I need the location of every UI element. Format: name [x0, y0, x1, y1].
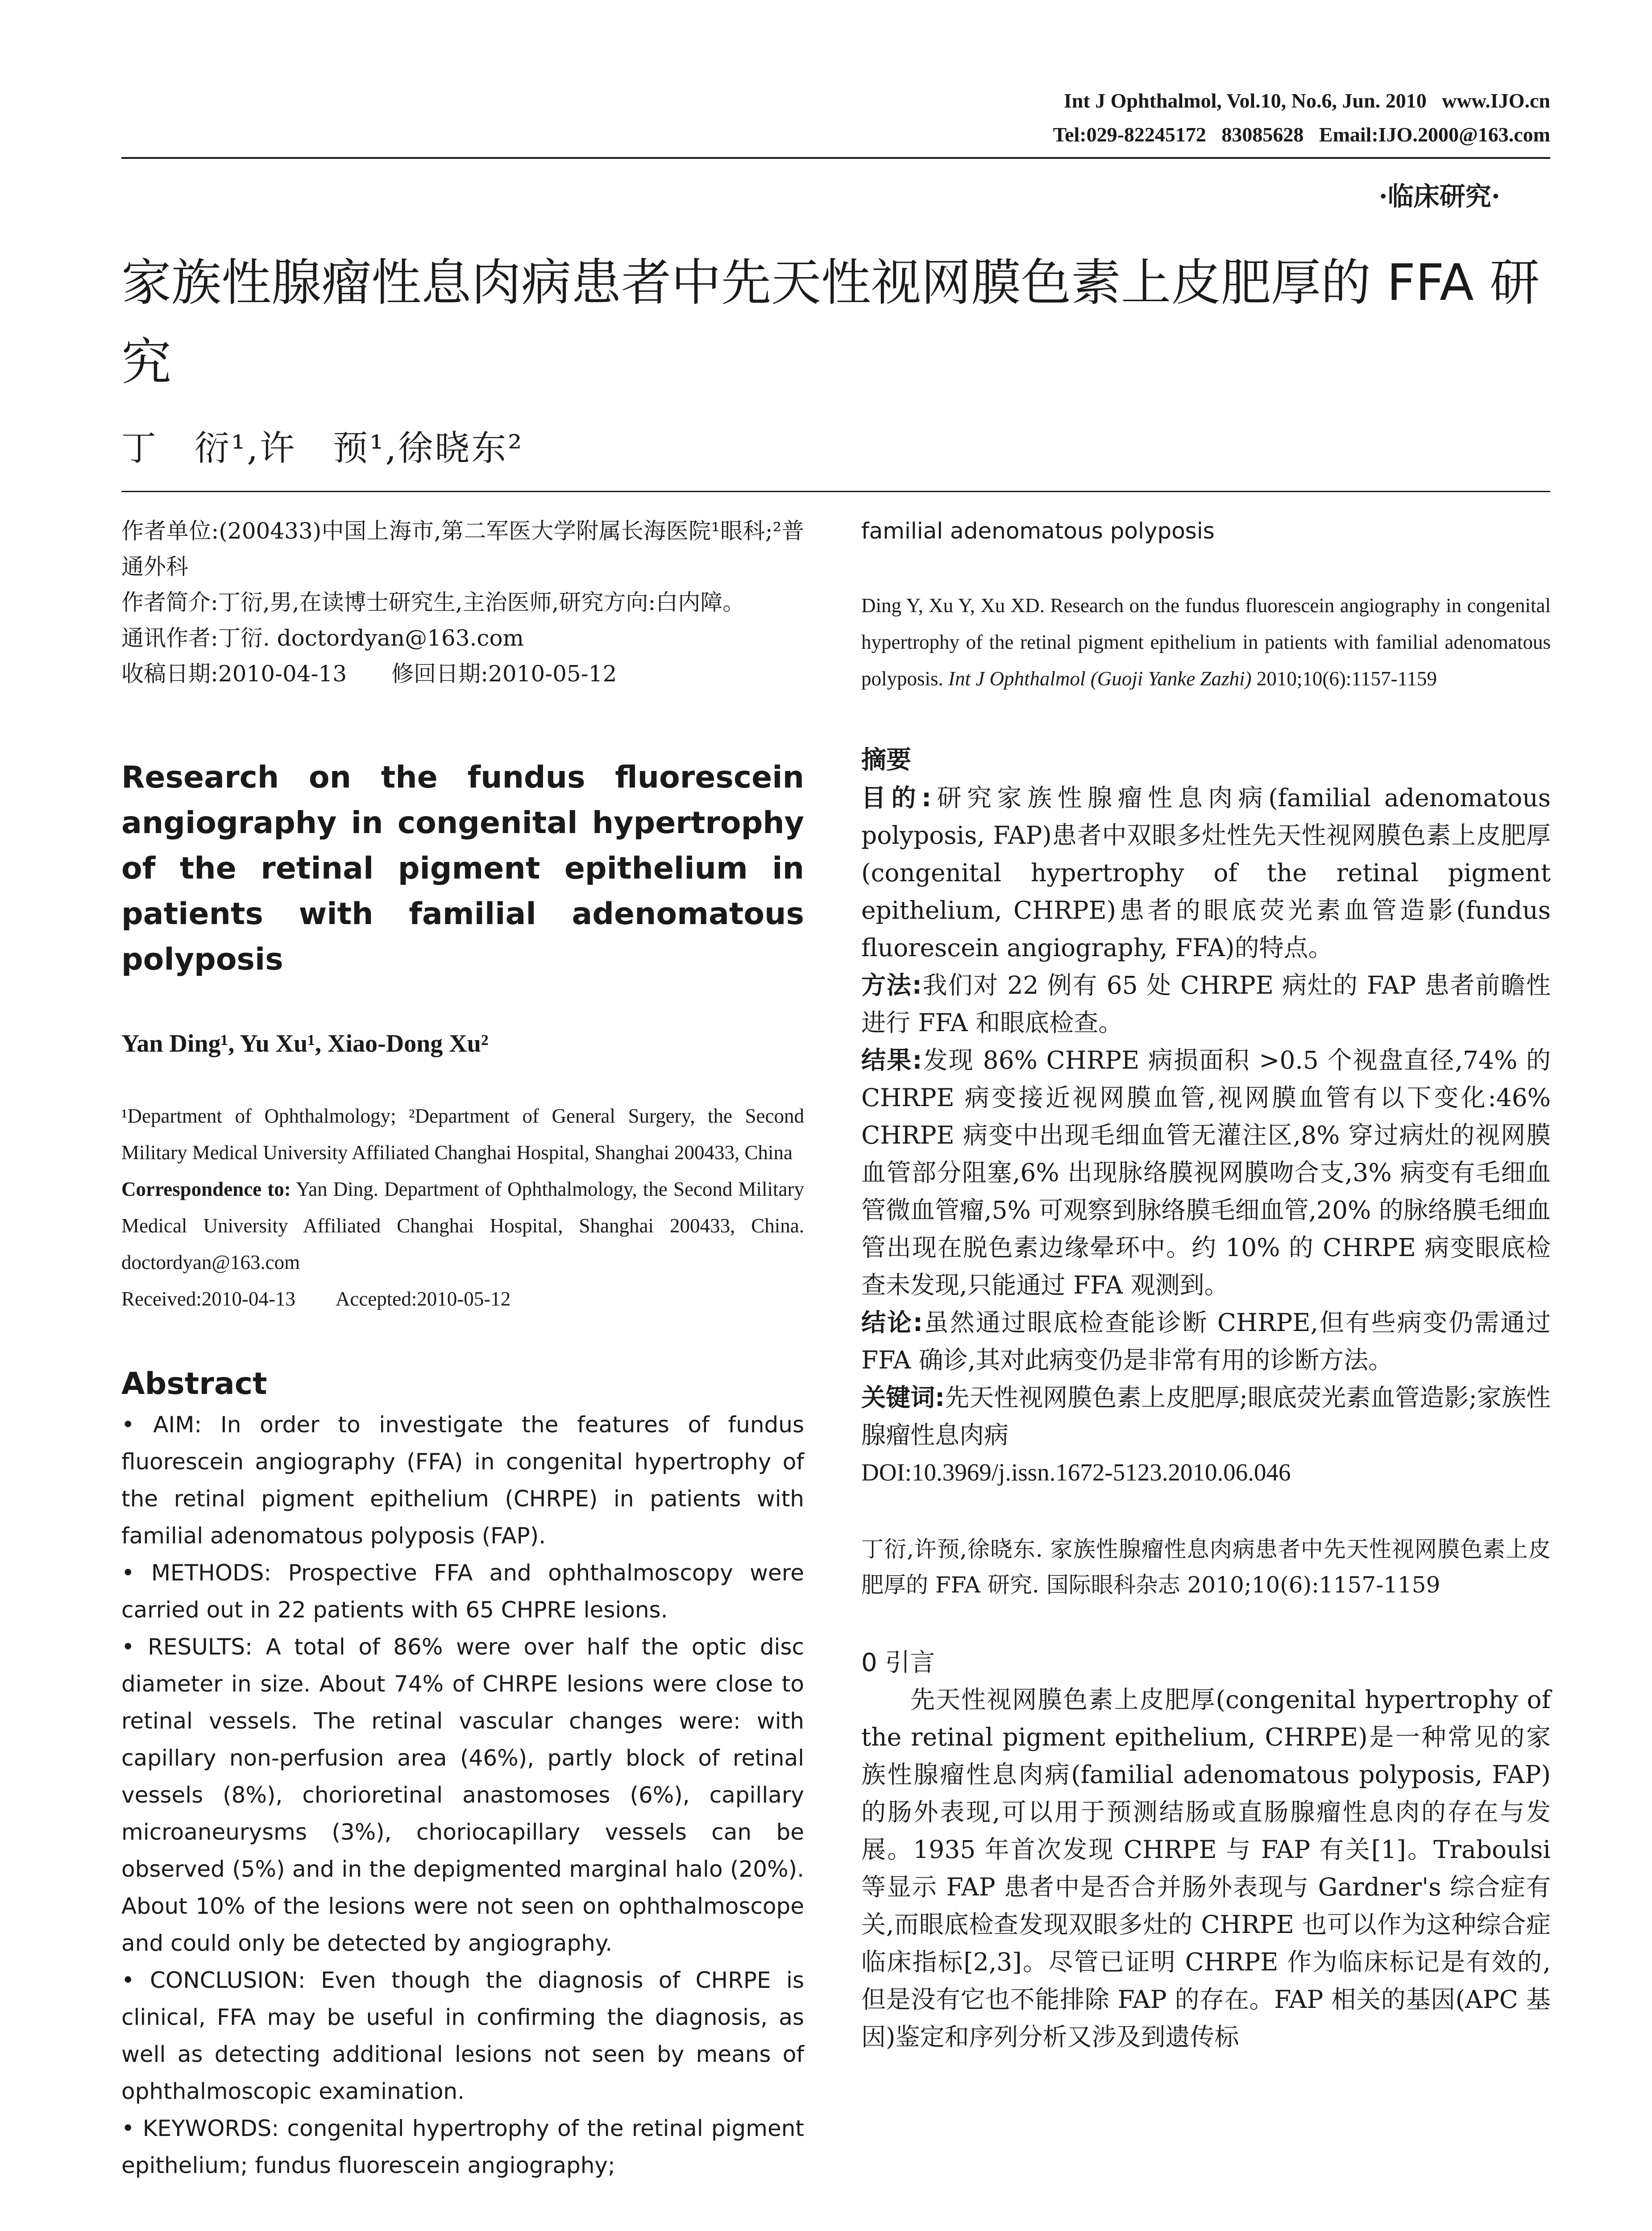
- abstract-conclusion: [121, 1962, 804, 2110]
- abstract-cn-keywords: [861, 1379, 1551, 1454]
- cn-affiliation: [121, 513, 804, 692]
- abstract-cn-conclusion: [861, 1304, 1551, 1379]
- abstract-cn-results: [861, 1041, 1551, 1304]
- journal-contact: Tel:029-82245172 83085628 Email:IJO.2000@163.com: [1053, 123, 1550, 146]
- correspondence-text: Yan Ding. Department of Ophthalmology, the Second Military Medical University Affiliated Changhai Hospital, Shanghai 200433, China. doctordyan@163.com: [121, 1178, 804, 1273]
- cn-affil-bio: 作者简介:丁衍,男,在读博士研究生,主治医师,研究方向:白内障。: [121, 589, 745, 615]
- abstract-cn: [861, 779, 1551, 1491]
- page-title: 家族性腺瘤性息肉病患者中先天性视网膜色素上皮肥厚的 FFA 研究: [121, 254, 1540, 391]
- keywords-continued: familial adenomatous polyposis: [861, 518, 1215, 544]
- doi: DOI:10.3969/j.issn.1672-5123.2010.06.046: [861, 1459, 1291, 1486]
- abstract-cn-label: 目的:: [861, 784, 932, 812]
- abstract-cn-text: 虽然通过眼底检查能诊断 CHRPE,但有些病变仍需通过 FFA 确诊,其对此病变仍是非常有用的诊断方法。: [861, 1308, 1551, 1374]
- abstract-heading: Abstract: [121, 1366, 267, 1402]
- cn-affil-unit: 作者单位:(200433)中国上海市,第二军医大学附属长海医院¹眼科;²普通外科: [121, 518, 804, 580]
- english-title: Research on the fundus fluorescein angiography in congenital hypertrophy of the retinal pigment epithelium in patients with familial adenomatous polyposis: [121, 760, 804, 977]
- abstract-text: In order to investigate the features of fundus fluorescein angiography (FFA) in congenital hypertrophy of the retinal pigment epithelium (CHRPE) in patients with familial adenomatous polyposis (FAP).: [121, 1412, 804, 1549]
- cn-affil-dates: 收稿日期:2010-04-13 修回日期:2010-05-12: [121, 661, 617, 687]
- abstract-label: • KEYWORDS:: [121, 2115, 279, 2141]
- correspondence-label: Correspondence to:: [121, 1178, 291, 1200]
- abstract-label: • RESULTS:: [121, 1634, 253, 1660]
- right-column: [861, 513, 1551, 2056]
- intro-heading: 0 引言: [861, 1648, 935, 1677]
- abstract-en: [121, 1406, 804, 2184]
- abstract-results: [121, 1629, 804, 1962]
- citation-en-journal: Int J Ophthalmol (Guoji Yanke Zazhi): [948, 668, 1252, 690]
- abstract-text: A total of 86% were over half the optic disc diameter in size. About 74% of CHRPE lesions were close to retinal vessels. The retinal vascular changes were: with capillary non-perfusion area (46%), partly block of retinal vessels (8%), chorioretinal anastomoses (6%), capillary microaneurysms (3%), choriocapillary vessels can be observed (5%) and in the depigmented marginal halo (20%). About 10% of the lesions were not seen on ophthalmoscope and could only be detected by angiography.: [121, 1634, 804, 1956]
- citation-en: [861, 587, 1551, 697]
- header-rule: [121, 157, 1550, 159]
- abstract-methods: [121, 1555, 804, 1629]
- authors-cn: 丁 衍¹,许 预¹,徐晓东²: [121, 428, 524, 469]
- citation-en-plain: Ding Y, Xu Y, Xu XD. Research on the fundus fluorescein angiography in congenital hypertrophy of the retinal pigment epithelium in patients with familial adenomatous polyposis.: [861, 594, 1551, 690]
- english-affiliation: ¹Department of Ophthalmology; ²Department of General Surgery, the Second Military Medical University Affiliated Changhai Hospital, Shanghai 200433, China: [121, 1105, 804, 1164]
- left-column: [121, 513, 804, 2184]
- abstract-cn-methods: [861, 966, 1551, 1041]
- citation-cn: 丁衍,许预,徐晓东. 家族性腺瘤性息肉病患者中先天性视网膜色素上皮肥厚的 FFA 研究. 国际眼科杂志 2010;10(6):1157-1159: [861, 1536, 1551, 1598]
- abstract-cn-heading: 摘要: [861, 746, 911, 775]
- abstract-label: • METHODS:: [121, 1560, 272, 1586]
- intro-paragraph: 先天性视网膜色素上皮肥厚(congenital hypertrophy of the retinal pigment epithelium, CHRPE)是一种常见的家族性腺瘤性息肉病(familial adenomatous polyposis, FAP)的肠外表现,可以用于预测结肠或直肠腺瘤性息肉的存在与发展。1935 年首次发现 CHRPE 与 FAP 有关[1]。Traboulsi 等显示 FAP 患者中是否合并肠外表现与 Gardner's 综合症有关,而眼底检查发现双眼多灶的 CHRPE 也可以作为这种综合症临床指标[2,3]。尽管已证明 CHRPE 作为临床标记是有效的,但是没有它也不能排除 FAP 的存在。FAP 相关的基因(APC 基因)鉴定和序列分析又涉及到遗传标: [861, 1685, 1551, 2051]
- abstract-cn-label: 方法:: [861, 971, 922, 999]
- abstract-cn-label: 结论:: [861, 1308, 923, 1337]
- journal-header: Int J Ophthalmol, Vol.10, No.6, Jun. 2010 www.IJO.cn: [1063, 89, 1550, 112]
- abstract-text: congenital hypertrophy of the retinal pigment epithelium; fundus fluorescein angiography;: [121, 2115, 805, 2178]
- correspondence: [121, 1171, 804, 1281]
- abstract-cn-label: 关键词:: [861, 1383, 945, 1412]
- abstract-label: • CONCLUSION:: [121, 1967, 306, 1993]
- section-tag: ·临床研究·: [1378, 181, 1500, 211]
- abstract-label: • AIM:: [121, 1412, 202, 1438]
- abstract-cn-text: 我们对 22 例有 65 处 CHRPE 病灶的 FAP 患者前瞻性进行 FFA 和眼底检查。: [861, 971, 1551, 1037]
- abstract-cn-text: 研究家族性腺瘤性息肉病(familial adenomatous polyposis, FAP)患者中双眼多灶性先天性视网膜色素上皮肥厚(congenital hypertrophy of the retinal pigment epithelium, CHRPE)患者的眼底荧光素血管造影(fundus fluorescein angiography, FFA)的特点。: [861, 784, 1551, 962]
- cn-affil-corr: 通讯作者:丁衍. doctordyan@163.com: [121, 625, 524, 651]
- english-authors: Yan Ding¹, Yu Xu¹, Xiao-Dong Xu²: [121, 1030, 489, 1057]
- abstract-cn-label: 结果:: [861, 1046, 922, 1074]
- abstract-text: Even though the diagnosis of CHRPE is clinical, FFA may be useful in confirming the diagnosis, as well as detecting additional lesions not seen by means of ophthalmoscopic examination.: [121, 1967, 804, 2104]
- abstract-text: Prospective FFA and ophthalmoscopy were carried out in 22 patients with 65 CHPRE lesions.: [121, 1560, 804, 1623]
- title-rule: [121, 491, 1550, 492]
- abstract-aim: [121, 1406, 804, 1555]
- abstract-cn-text: 发现 86% CHRPE 病损面积 >0.5 个视盘直径,74% 的 CHRPE 病变接近视网膜血管,视网膜血管有以下变化:46% CHRPE 病变中出现毛细血管无灌注区,8% 穿过病灶的视网膜血管部分阻塞,6% 出现脉络膜视网膜吻合支,3% 病变有毛细血管微血管瘤,5% 可观察到脉络膜毛细血管,20% 的脉络膜毛细血管出现在脱色素边缘晕环中。约 10% 的 CHRPE 病变眼底检查未发现,只能通过 FFA 观测到。: [861, 1046, 1551, 1299]
- abstract-cn-aim: [861, 779, 1551, 966]
- abstract-keywords: [121, 2110, 804, 2184]
- received-dates: Received:2010-04-13 Accepted:2010-05-12: [121, 1288, 511, 1310]
- abstract-cn-text: 先天性视网膜色素上皮肥厚;眼底荧光素血管造影;家族性腺瘤性息肉病: [861, 1383, 1551, 1449]
- citation-en-tail: 2010;10(6):1157-1159: [1251, 668, 1437, 690]
